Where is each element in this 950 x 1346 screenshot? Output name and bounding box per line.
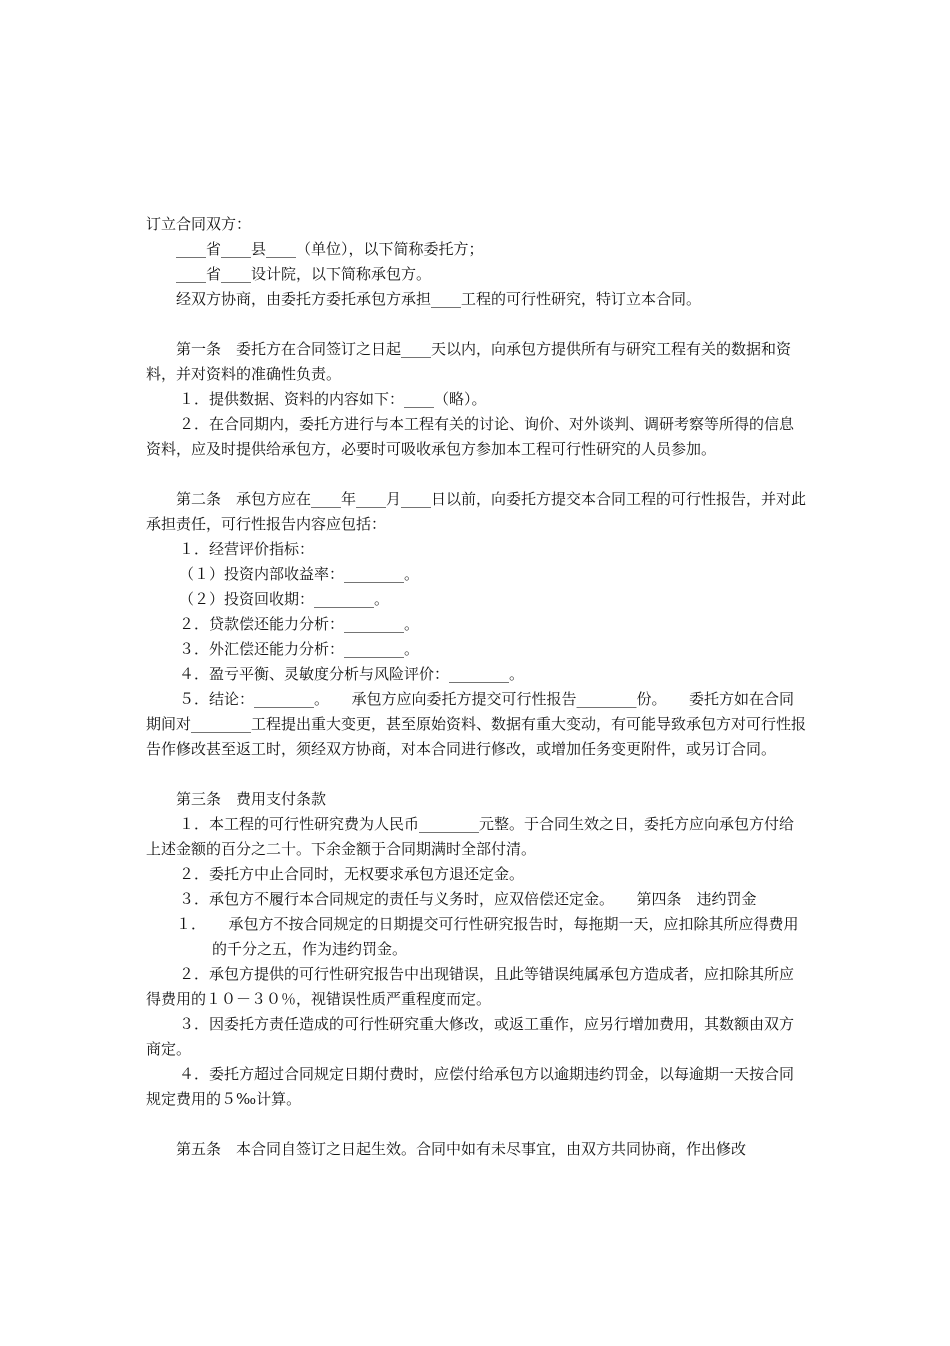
intro-heading: 订立合同双方： bbox=[146, 215, 252, 233]
spacer bbox=[146, 1112, 806, 1137]
party-b-line: ____省____设计院，以下简称承包方。 bbox=[176, 265, 432, 283]
article-2-item-5: ５．结论：________。 承包方应向委托方提交可行性报告________份。 委托方如在合同期间对________工程提出重大变更，甚至原始资料、数据有重大变动，有可能导致承包方对可行性报告作修改甚至返工时，须经双方协商，对本合同进行修改，或增加任务变更附件，或另订合同。 bbox=[146, 690, 807, 758]
article-2-item-1-1: （１）投资内部收益率：________。 bbox=[179, 565, 420, 583]
article-4-item-2: ２．承包方提供的可行性研究报告中出现错误，且此等错误纯属承包方造成者，应扣除其所应得费用的１０－３０％，视错误性质严重程度而定。 bbox=[146, 965, 795, 1008]
article-2-text: 第二条 承包方应在____年____月____日以前，向委托方提交本合同工程的可行性报告，并对此承担责任，可行性报告内容应包括： bbox=[146, 490, 807, 533]
article-3-item-1: １．本工程的可行性研究费为人民币________元整。于合同生效之日，委托方应向承包方付给上述金额的百分之二十。下余金额于合同期满时全部付清。 bbox=[146, 815, 795, 858]
article-4-item-3: ３．因委托方责任造成的可行性研究重大修改，或返工重作，应另行增加费用，其数额由双方商定。 bbox=[146, 1015, 795, 1058]
article-1-item-1: １．提供数据、资料的内容如下：____（略）。 bbox=[179, 390, 487, 408]
article-1-text: 第一条 委托方在合同签订之日起____天以内，向承包方提供所有与研究工程有关的数据和资料，并对资料的准确性负责。 bbox=[146, 340, 792, 383]
article-2-item-3: ３．外汇偿还能力分析：________。 bbox=[179, 640, 420, 658]
article-2-item-2: ２．贷款偿还能力分析：________。 bbox=[179, 615, 420, 633]
article-2-item-4: ４．盈亏平衡、灵敏度分析与风险评价：________。 bbox=[179, 665, 525, 683]
party-a-line: ____省____县____（单位），以下简称委托方； bbox=[176, 240, 484, 258]
article-5-text: 第五条 本合同自签订之日起生效。合同中如有未尽事宜，由双方共同协商，作出修改 bbox=[176, 1140, 747, 1158]
spacer bbox=[146, 762, 806, 787]
article-4-item-4: ４．委托方超过合同规定日期付费时，应偿付给承包方以逾期违约罚金，以每逾期一天按合同规定费用的５‰计算。 bbox=[146, 1065, 795, 1108]
contract-document bbox=[146, 212, 806, 1162]
article-1-item-2: ２．在合同期内，委托方进行与本工程有关的讨论、询价、对外谈判、调研考察等所得的信息资料，应及时提供给承包方，必要时可吸收承包方参加本工程可行性研究的人员参加。 bbox=[146, 415, 795, 458]
article-2-item-1: １．经营评价指标： bbox=[179, 540, 315, 558]
article-4-item-1: １． 承包方不按合同规定的日期提交可行性研究报告时，每拖期一天，应扣除其所应得费用的千分之五，作为违约罚金。 bbox=[176, 915, 799, 958]
agreement-line: 经双方协商，由委托方委托承包方承担____工程的可行性研究，特订立本合同。 bbox=[176, 290, 702, 308]
article-3-title: 第三条 费用支付条款 bbox=[176, 790, 327, 808]
article-2-item-1-2: （２）投资回收期：________。 bbox=[179, 590, 390, 608]
article-3-item-2: ２．委托方中止合同时，无权要求承包方退还定金。 bbox=[179, 865, 525, 883]
spacer bbox=[146, 462, 806, 487]
spacer bbox=[146, 312, 806, 337]
article-3-item-3: ３．承包方不履行本合同规定的责任与义务时，应双倍偿还定金。 第四条 违约罚金 bbox=[179, 890, 757, 908]
